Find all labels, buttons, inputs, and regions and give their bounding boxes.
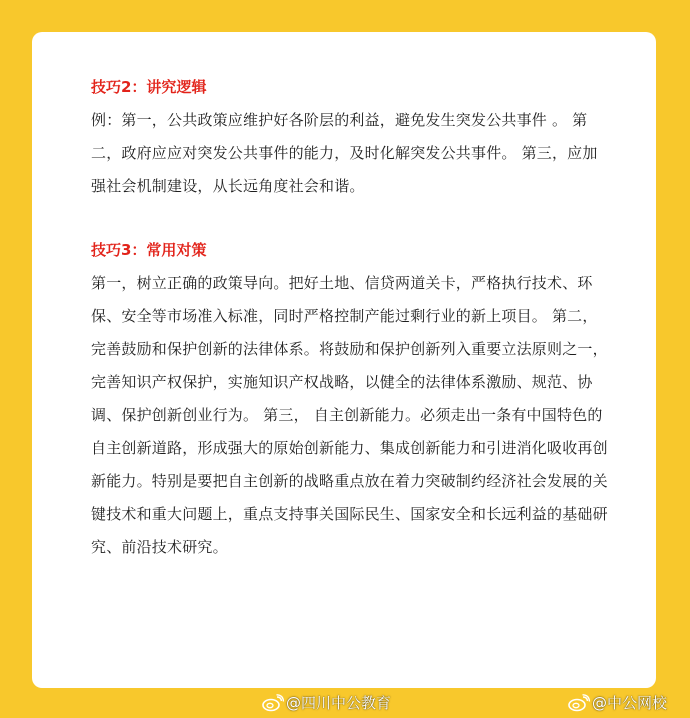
- content-card: [32, 32, 656, 688]
- weibo-icon: [568, 694, 590, 712]
- section-tip-2: [91, 70, 608, 203]
- section-body: 例：第一，公共政策应维护好各阶层的利益，避免发生突发公共事件 。 第二，政府应应对突发公共事件的能力，及时化解突发公共事件。 第三，应加强社会机制建设，从长远角度社会和谐。: [91, 111, 598, 195]
- watermark-text: @四川中公教育: [286, 694, 392, 712]
- section-body: 第一，树立正确的政策导向。把好土地、信贷两道关卡，严格执行技术、环保、安全等市场准入标准，同时严格控制产能过剩行业的新上项目。 第二， 完善鼓励和保护创新的法律体系。将鼓励和保护创新列入重要立法原则之一，完善知识产权保护，实施知识产权战略，以健全的法律体系激励、规范、协调、保护创新创业行为。 第三， 自主创新能力。必须走出一条有中国特色的自主创新道路，形成强大的原始创新能力、集成创新能力和引进消化吸收再创新能力。特别是要把自主创新的战略重点放在着力突破制约经济社会发展的关键技术和重大问题上，重点支持事关国际民生、国家安全和长远利益的基础研究、前沿技术研究。: [91, 274, 608, 556]
- weibo-icon: [262, 694, 284, 712]
- section-title: 技巧3：常用对策: [91, 241, 207, 259]
- section-title: 技巧2：讲究逻辑: [91, 78, 207, 96]
- section-tip-3: [91, 233, 608, 564]
- watermark-offcn: [568, 692, 667, 713]
- watermark-text: @中公网校: [592, 694, 668, 712]
- watermark-sichuan: [262, 692, 391, 713]
- watermark-bar: [0, 688, 690, 718]
